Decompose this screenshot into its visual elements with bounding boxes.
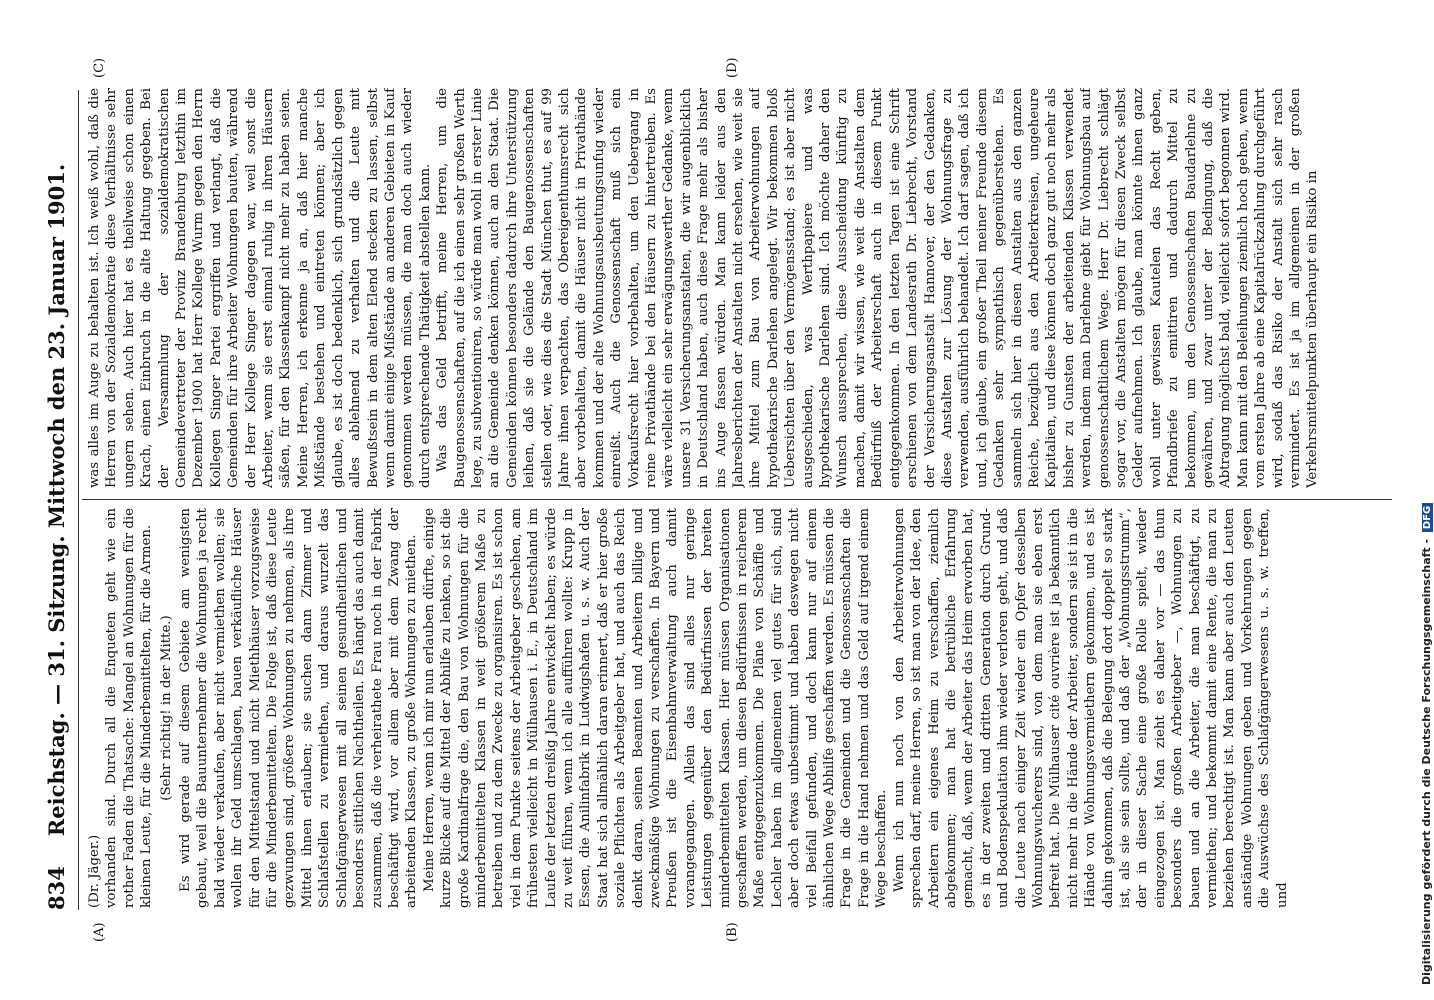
margin-marker-d: (D) bbox=[725, 57, 740, 78]
digitization-credit bbox=[1418, 0, 1434, 1000]
paragraph: was alles im Auge zu behalten ist. Ich weiß wohl, daß die Herren von der Sozialdemokratie diese Verhältnisse sehr ungern sehen. Auch hier hat es theilweise schon einen Krach, einen Einbruch in die alte Haltung gegeben. Bei der Versammlung der sozialdemokratischen Gemeindevertreter der Provinz Brandenburg letzthin im Dezember 1900 hat Herr Kollege Wurm gegen den Herrn Kollegen Singer Partei ergriffen und verlangt, daß die Gemeinden für ihre Arbeiter Wohnungen bauten, während der Herr Kollege Singer dagegen war, weil sonst die Arbeiter, wenn sie erst einmal ruhig in ihren Häusern säßen, für den Klassenkampf nicht mehr zu haben seien. Meine Herren, ich erkenne ja an, daß hier manche Mißstände bestehen und eintreten können; aber ich glaube, es ist doch bedenklich, sich grundsätzlich gegen alles ablehnend zu verhalten und die Leute mit Bewußtsein in dem alten Elend stecken zu lassen, selbst wenn damit einige Mißstände an anderen Gebieten in Kauf genommen werden müssen, die man doch auch wieder durch entsprechende Thätigkeit abstellen kann. bbox=[87, 88, 433, 488]
page-number: 834 bbox=[44, 866, 69, 910]
margin-marker-b: (B) bbox=[725, 922, 740, 942]
margin-marker-a: (A) bbox=[92, 922, 107, 942]
interjection: (Sehr richtig! in der Mitte.) bbox=[158, 615, 174, 801]
page-header bbox=[40, 90, 76, 910]
paragraph: Wenn ich nun noch von den Arbeiterwohnungen sprechen darf, meine Herren, so ist man von der Idee, den Arbeitern ein eigenes Heim zu verschaffen, ziemlich abgekommen; man hat die betrübliche Erfahrung gemacht, daß, wenn der Arbeiter das Heim erworben hat, es in der zweiten und dritten Generation durch Grund- und Bodenspekulation ihm wieder verloren geht, und daß die Leute nach einiger Zeit wieder ein Opfer desselben Wohnungswucherers sind, von dem man sie eben erst befreit hat. Die Mülhauser cité ouvrière ist ja bekanntlich nicht mehr in die Hände der Arbeiter, sondern sie ist in die Hände von Wohnungsvermiethern gekommen, und es ist dahin gekommen, daß die Belegung dort doppelt so stark ist, als sie sein sollte, und daß der „Wohnungsstrumm“, der in dieser Sache eine große Rolle spielt, wieder eingezogen ist. Man zieht es daher vor — das thun besonders die großen Arbeitgeber —, Wohnungen zu bauen und an die Arbeiter, die man beschäftigt, zu vermiethen; und bekommt damit eine Rente, die man zu beziehen berechtigt ist. Man kann aber auch den Leuten anständige Wohnungen geben und Vorkehrungen gegen die Auswüchse des Schlafgängerwesens u. s. w. treffen, und bbox=[891, 508, 1290, 908]
right-column bbox=[86, 88, 1386, 488]
paragraph: vorhanden sind. Durch all die Enqueten geht wie ein rother Faden die Thatsache: Mangel an Wohnungen für die kleinen Leute, für die Minderbemittelten, für die Armen. bbox=[104, 508, 155, 908]
speaker-label: (Dr. Jäger.) bbox=[87, 834, 102, 908]
left-column bbox=[86, 508, 1386, 908]
dfg-logo: DFG bbox=[1422, 503, 1433, 532]
paragraph: Was das Geld betrifft, meine Herren, um die Baugenossenschaften, auf die ich einen sehr großen Werth lege, zu subventioniren, so würde man wohl in erster Linie an die Gemeinde denken können, auch an den Staat. Die Gemeinden können besonders dadurch ihre Unterstützung leihen, daß sie die Gelände den Baugenossenschaften stellen oder, wie dies die Stadt München thut, es auf 99 Jahre ihnen verpachten, das Obereigenthumsrecht sich aber vorbehalten, damit die Häuser nicht in Privathände kommen und der alte Wohnungsausbeutungsunfug wieder einreißt. Auch die Genossenschaft muß sich ein Vorkaufsrecht hier vorbehalten, um den Uebergang in reine Privathände bei den Häusern zu hintertreiben. Es wäre vielleicht ein sehr erwägungswerther Gedanke, wenn unsere 31 Versicherungsanstalten, die wir augenblicklich in Deutschland haben, auch diese Frage mehr als bisher ins Auge fassen würden. Man kann leider aus den Jahresberichten der Anstalten nicht ersehen, wie weit sie ihre Mittel zum Bau von Arbeiterwohnungen auf hypothekarische Darlehen angelegt. Wir bekommen bloß Uebersichten über den Vermögensstand; es ist aber nicht ausgeschieden, was Werthpapiere und was hypothekarische Darlehen sind. Ich möchte daher den Wunsch aussprechen, diese Ausscheidung künftig zu machen, damit wir wissen, wie weit die Anstalten dem Bedürfniß der Arbeiterschaft auch in diesem Punkt entgegenkommen. In den letzten Tagen ist eine Schrift erschienen von dem Landesrath Dr. Liebrecht, Vorstand der Versicherungsanstalt Hannover, der den Gedanken, diese Anstalten zur Lösung der Wohnungsfrage zu verwenden, ausführlich behandelt. Ich darf sagen, daß ich und, ich glaube, ein großer Theil meiner Freunde diesem Gedanken sehr sympathisch gegenüberstehen. Es sammeln sich hier in diesen Anstalten aus den ganzen Reiche, bezüglich aus den Arbeiterkreisen, ungeheure Kapitalien, und diese können doch ganz gut noch mehr als bisher zu Gunsten der arbeitenden Klassen verwendet werden, indem man Darlehne giebt für Wohnungsbau auf genossenschaftlichem Wege. Herr Dr. Liebrecht schlägt sogar vor, die Anstalten mögen für diesen Zweck selbst Gelder aufnehmen. Ich glaube, man könnte ihnen ganz wohl unter gewissen Kautelen das Recht geben, Pfandbriefe zu emittiren und dadurch Mittel zu bekommen, um den Genossenschaften Baudarlehne zu gewähren, und zwar unter der Bedingung, daß die Abtragung möglichst bald, vielleicht sofort begonnen wird. Man kann mit den Beleihungen ziemlich hoch gehen, wenn vom ersten Jahre ab eine Kapitalrückzahlung durchgeführt wird, sodaß das Risiko der Anstalt sich sehr rasch vermindert. Es ist ja im allgemeinen in der großen Verkehrsmittelpunkten überhaupt ein Risiko in bbox=[435, 88, 1321, 488]
paragraph: Es wird gerade auf diesem Gebiete am wenigsten gebaut, weil die Bauunternehmer die Wohnungen ja recht bald wieder verkaufen, aber nicht vermiethen wollen; sie wollen ihr Geld umschlagen, bauen verkäufliche Häuser für den Mittelstand und nicht Miethhäuser vorzugsweise für die Minderbemittelten. Die Folge ist, daß diese Leute gezwungen sind, größere Wohnungen zu nehmen, als ihre Mittel ihnen erlauben; sie suchen dann Zimmer und Schlafstellen zu vermiethen, und daraus wurzelt das Schlafgängerwesen mit all seinen gesundheitlichen und besonders sittlichen Nachtheilen. Es hängt das auch damit zusammen, daß die verheirathete Frau noch in der Fabrik beschäftigt wird, vor allem aber mit dem Zwang der arbeitenden Klassen, zu große Wohnungen zu miethen. bbox=[178, 508, 420, 908]
margin-marker-c: (C) bbox=[92, 57, 107, 78]
credit-text: Digitalisierung gefördert durch die Deutsche Forschungsgemeinschaft - bbox=[1420, 538, 1433, 985]
paragraph: Meine Herren, wenn ich mir nun erlauben dürfte, einige kurze Blicke auf die Mittel der Abhilfe zu lenken, so ist die große Kardinalfrage die, den Bau von Wohnungen für die minderbemittelten Klassen in weit größerem Maße zu betreiben und zu dem Zwecke zu organisiren. Es ist schon viel in dem Punkte seitens der Arbeitgeber geschehen, am frühesten vielleicht in Mülhausen i. E., in Deutschland im Laufe der letzten dreißig Jahre entwickelt haben; es würde zu weit führen, wenn ich alle aufführen wollte: Krupp in Essen, die Anilinfabrik in Ludwigshafen u. s. w. Auch der Staat hat sich allmählich daran erinnert, daß er hier große soziale Pflichten als Arbeitgeber hat, und auch das Reich denkt daran, seinen Beamten und Arbeitern billige und zweckmäßige Wohnungen zu verschaffen. In Bayern und Preußen ist die Eisenbahnverwaltung auch damit vorangegangen. Allein das sind alles nur geringe Leistungen gegenüber den Bedürfnissen der breiten minderbemittelten Klassen. Hier müssen Organisationen geschaffen werden, um diesen Bedürfnissen in reicherem Maße entgegenzukommen. Die Pläne von Schäffle und Lechler haben im allgemeinen viel gutes für sich, sind aber doch etwas unbestimmt und haben deswegen nicht viel Beifall gefunden, und doch kann nur auf einem ähnlichen Wege Abhilfe geschaffen werden. Es müssen die Frage in die Gemeinden und die Genossenschaften die Frage in die Hand nehmen und das Geld auf irgend einem Wege beschaffen. bbox=[421, 508, 890, 908]
running-title: Reichstag. — 31. Sitzung. Mittwoch den 23. Januar 1901. bbox=[44, 163, 69, 837]
column-divider bbox=[82, 499, 1392, 500]
header-rule bbox=[78, 90, 79, 910]
